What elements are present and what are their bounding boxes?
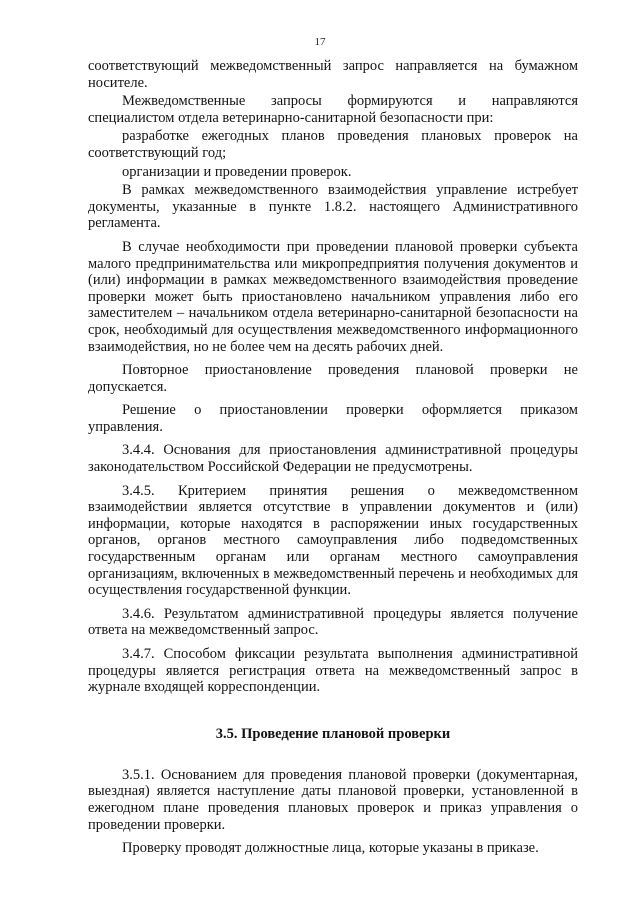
page-number: 17 — [314, 36, 326, 48]
paragraph: 3.4.5. Критерием принятия решения о межведомственном взаимодействии является отсутствие в управлении документов и (или) информации, которые находятся в распоряжении иных государственных органов, органов местного самоуправления либо подведомственных государственным органам или органам местного самоуправления организациям, включенных в межведомственный перечень и необходимых для осуществления государственной функции. — [88, 482, 578, 599]
paragraph: Решение о приостановлении проверки оформляется приказом управления. — [88, 402, 578, 435]
paragraph: 3.5.1. Основанием для проведения плановой проверки (документарная, выездная) является наступление даты плановой проверки, установленной в ежегодном плане проведения плановых проверок и приказ управления о проведении проверки. — [88, 766, 578, 833]
section-heading: 3.5. Проведение плановой проверки — [215, 725, 451, 742]
paragraph: Повторное приостановление проведения плановой проверки не допускается. — [88, 362, 578, 395]
paragraph: 3.4.6. Результатом административной процедуры является получение ответа на межведомственный запрос. — [88, 605, 578, 639]
paragraph: В рамках межведомственного взаимодействия управление истребует документы, указанные в пункте 1.8.2. настоящего Административного регламента. — [88, 182, 578, 232]
paragraph: разработке ежегодных планов проведения плановых проверок на соответствующий год; — [88, 128, 578, 161]
paragraph: 3.4.7. Способом фиксации результата выполнения административной процедуры является регистрация ответа на межведомственный запрос в журнале входящей корреспонденции. — [88, 646, 578, 696]
paragraph: Проверку проводят должностные лица, которые указаны в приказе. — [122, 840, 539, 857]
paragraph: соответствующий межведомственный запрос направляется на бумажном носителе. — [88, 58, 578, 91]
paragraph: организации и проведении проверок. — [122, 163, 352, 180]
paragraph: Межведомственные запросы формируются и направляются специалистом отдела ветеринарно-санитарной безопасности при: — [88, 93, 578, 126]
document-body — [88, 58, 578, 864]
paragraph: В случае необходимости при проведении плановой проверки субъекта малого предпринимательства или микропредприятия получения документов и (или) информации в рамках межведомственного взаимодействия проведение проверки может быть приостановлено начальником управления либо его заместителем – начальником отдела ветеринарно-санитарной безопасности на срок, необходимый для осуществления межведомственного информационного взаимодействия, но не более чем на десять рабочих дней. — [88, 238, 578, 355]
paragraph: 3.4.4. Основания для приостановления административной процедуры законодательством Российской Федерации не предусмотрены. — [88, 442, 578, 476]
